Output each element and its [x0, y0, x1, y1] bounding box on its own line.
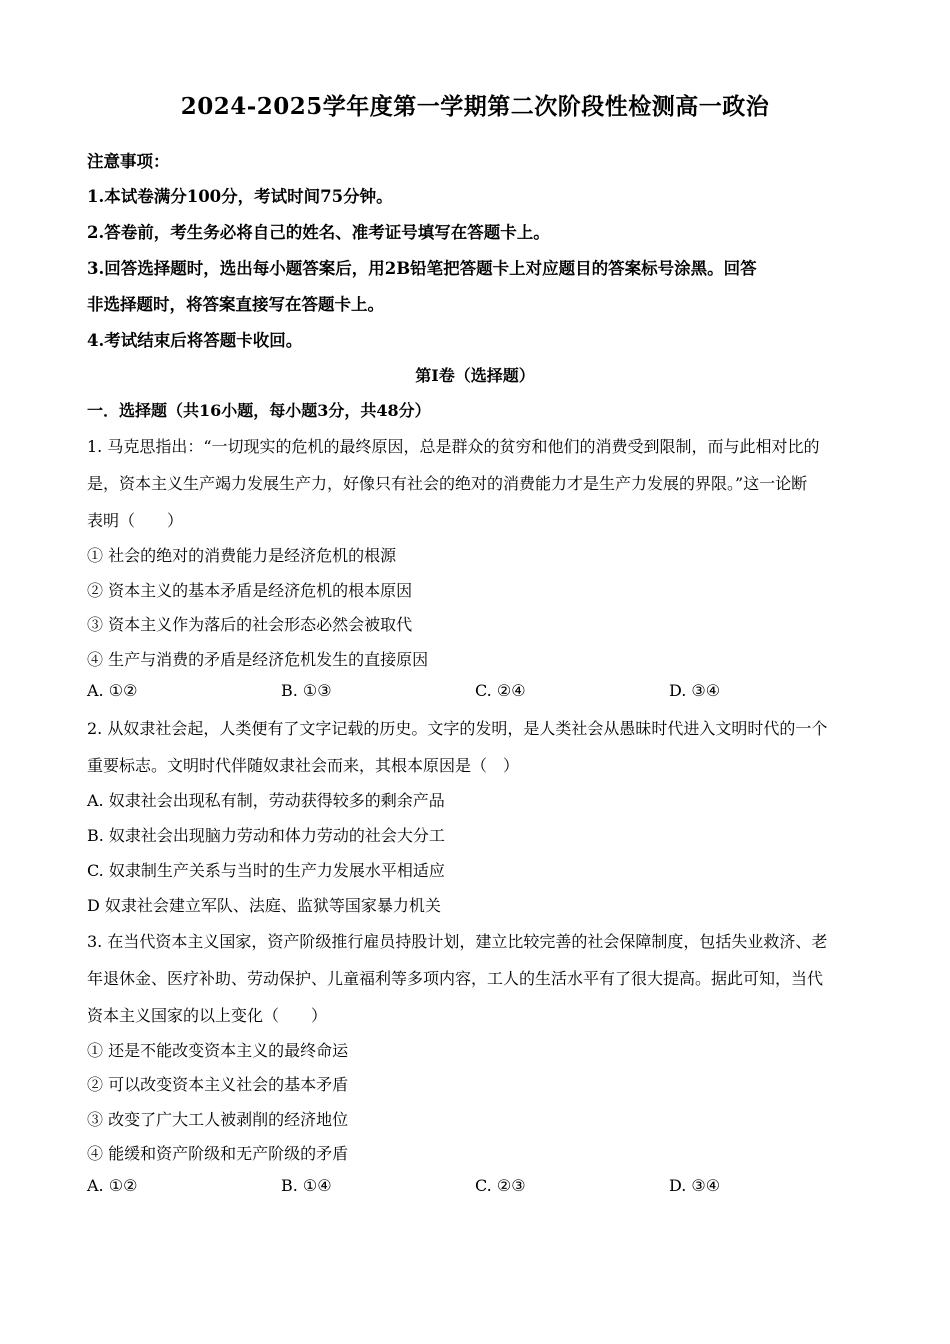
notice-item: 2.答卷前，考生务必将自己的姓名、准考证号填写在答题卡上。 — [87, 223, 550, 242]
question-3-statement: ① 还是不能改变资本主义的最终命运 — [87, 1041, 349, 1060]
notice-item: 非选择题时，将答案直接写在答题卡上。 — [87, 295, 384, 314]
question-2-choice: D 奴隶社会建立军队、法庭、监狱等国家暴力机关 — [87, 896, 441, 915]
exam-title: 2024-2025学年度第一学期第二次阶段性检测高一政治 — [180, 93, 770, 120]
question-1-statement: ③ 资本主义作为落后的社会形态必然会被取代 — [87, 615, 413, 634]
question-1-choice-a: A. ①② — [87, 681, 138, 700]
question-1-text: 是，资本主义生产竭力发展生产力，好像只有社会的绝对的消费能力才是生产力发展的界限。”这一论断 — [87, 474, 808, 493]
question-1-statement: ④ 生产与消费的矛盾是经济危机发生的直接原因 — [87, 650, 429, 669]
notice-item: 4.考试结束后将答题卡收回。 — [87, 331, 303, 350]
question-3-text: 资本主义国家的以上变化（ ） — [87, 1006, 328, 1025]
notice-item: 3.回答选择题时，选出每小题答案后，用2B铅笔把答题卡上对应题目的答案标号涂黑。回答 — [87, 259, 757, 278]
question-3-statement: ② 可以改变资本主义社会的基本矛盾 — [87, 1075, 349, 1094]
notice-heading: 注意事项： — [87, 152, 170, 171]
question-1-text: 1. 马克思指出：“一切现实的危机的最终原因，总是群众的贫穷和他们的消费受到限制，而与此相对比的 — [87, 437, 820, 456]
question-1-text: 表明（ ） — [87, 511, 184, 530]
question-3-text: 年退休金、医疗补助、劳动保护、儿童福利等多项内容，工人的生活水平有了很大提高。据此可知，当代 — [87, 969, 824, 988]
question-3-statement: ③ 改变了广大工人被剥削的经济地位 — [87, 1110, 349, 1129]
notice-item: 1.本试卷满分100分，考试时间75分钟。 — [87, 187, 393, 206]
question-3-statement: ④ 能缓和资产阶级和无产阶级的矛盾 — [87, 1144, 349, 1163]
question-3-text: 3. 在当代资本主义国家，资产阶级推行雇员持股计划，建立比较完善的社会保障制度，包括失业救济、老 — [87, 932, 828, 951]
question-1-choice-b: B. ①③ — [281, 681, 332, 700]
question-2-choice: A. 奴隶社会出现私有制，劳动获得较多的剩余产品 — [87, 791, 445, 810]
question-2-text: 重要标志。文明时代伴随奴隶社会而来，其根本原因是（ ） — [87, 756, 520, 775]
part-title: 第Ⅰ卷（选择题） — [415, 366, 535, 385]
question-3-choice-c: C. ②③ — [475, 1176, 526, 1195]
question-1-statement: ① 社会的绝对的消费能力是经济危机的根源 — [87, 546, 397, 565]
question-1-statement: ② 资本主义的基本矛盾是经济危机的根本原因 — [87, 581, 413, 600]
question-1-choice-d: D. ③④ — [669, 681, 721, 700]
question-1-choice-c: C. ②④ — [475, 681, 526, 700]
question-2-choice: C. 奴隶制生产关系与当时的生产力发展水平相适应 — [87, 861, 445, 880]
question-3-choice-b: B. ①④ — [281, 1176, 332, 1195]
section-title: 一．选择题（共16小题，每小题3分，共48分） — [87, 401, 431, 420]
question-3-choice-a: A. ①② — [87, 1176, 138, 1195]
question-2-choice: B. 奴隶社会出现脑力劳动和体力劳动的社会大分工 — [87, 826, 445, 845]
question-3-choice-d: D. ③④ — [669, 1176, 721, 1195]
question-2-text: 2. 从奴隶社会起，人类便有了文字记载的历史。文字的发明，是人类社会从愚昧时代进入文明时代的一个 — [87, 719, 828, 738]
